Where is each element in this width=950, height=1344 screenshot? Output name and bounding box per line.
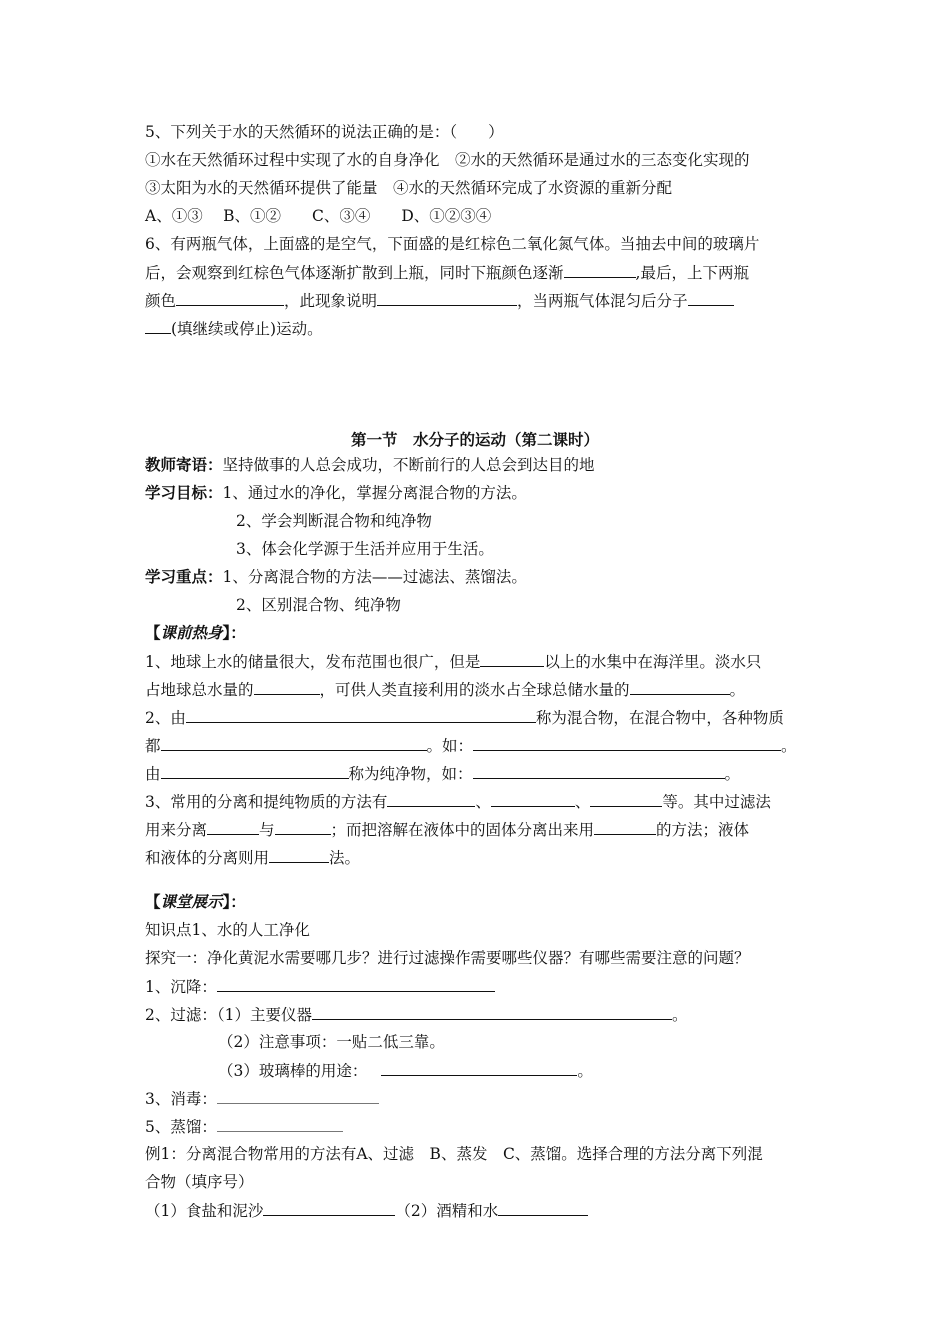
learning-focus-2: 2、区别混合物、纯净物 bbox=[236, 596, 401, 614]
warmup-q2-blank-2[interactable] bbox=[161, 735, 427, 751]
example-1-items: （1）食盐和泥沙 （2）酒精和水 bbox=[145, 1200, 810, 1221]
learning-goal-1: 学习目标：1、通过水的净化，掌握分离混合物的方法。 bbox=[145, 483, 527, 502]
warmup-q2-blank-1[interactable] bbox=[186, 707, 536, 723]
section-title: 第一节 水分子的运动（第二课时） bbox=[350, 430, 599, 449]
q6-line-2: 后，会观察到红棕色气体逐渐扩散到上瓶，同时下瓶颜色逐渐 ,最后，上下两瓶 bbox=[145, 264, 749, 282]
q6-line-4: (填继续或停止)运动。 bbox=[145, 318, 810, 339]
knowledge-point-1: 知识点1、水的人工净化 bbox=[145, 921, 310, 939]
q6-line-1: 6、有两瓶气体，上面盛的是空气，下面盛的是红棕色二氧化氮气体。当抽去中间的玻璃片 bbox=[145, 235, 760, 253]
step-disinfection: 3、消毒： bbox=[145, 1088, 810, 1109]
warmup-q2-blank-4[interactable] bbox=[161, 763, 349, 779]
warmup-q1-blank-2[interactable] bbox=[254, 679, 320, 695]
teacher-motto: 教师寄语：坚持做事的人总会成功，不断前行的人总会到达目的地 bbox=[145, 455, 595, 474]
q6-line-3: 颜色 ，此现象说明 ，当两瓶气体混匀后分子 bbox=[145, 290, 810, 311]
warmup-q1-blank-1[interactable] bbox=[480, 651, 544, 667]
q6-blank-1[interactable] bbox=[564, 262, 636, 278]
warmup-q1-line-1: 1、地球上水的储量很大，发布范围也很广，但是 以上的水集中在海洋里。淡水只 bbox=[145, 653, 762, 671]
warmup-q3-blank-6[interactable] bbox=[594, 819, 656, 835]
example-1-blank-2[interactable] bbox=[498, 1200, 588, 1216]
warmup-q2-blank-3[interactable] bbox=[473, 735, 781, 751]
warmup-q3-blank-3[interactable] bbox=[590, 791, 662, 807]
disinfection-blank[interactable] bbox=[217, 1088, 379, 1104]
warmup-q1-line-2: 占地球总水量的 ，可供人类直接利用的淡水占全球总储水量的 。 bbox=[145, 681, 746, 699]
warmup-q3-line-2: 用来分离 与 ；而把溶解在液体中的固体分离出来用 的方法；液体 bbox=[145, 821, 750, 839]
q6-blank-2[interactable] bbox=[176, 290, 284, 306]
q6-blank-4[interactable] bbox=[688, 290, 734, 306]
sedimentation-blank[interactable] bbox=[217, 976, 495, 992]
inquiry-1: 探究一：净化黄泥水需要哪几步？进行过滤操作需要哪些仪器？有哪些需要注意的问题？ bbox=[145, 949, 750, 967]
learning-goal-2: 2、学会判断混合物和纯净物 bbox=[236, 512, 432, 530]
warmup-q3-line-3: 和液体的分离则用 法。 bbox=[145, 849, 361, 867]
warmup-q3-blank-4[interactable] bbox=[207, 819, 259, 835]
learning-focus-1: 学习重点：1、分离混合物的方法——过滤法、蒸馏法。 bbox=[145, 567, 527, 586]
q5-statement-2: ③太阳为水的天然循环提供了能量 ④水的天然循环完成了水资源的重新分配 bbox=[145, 179, 673, 197]
step-distillation: 5、蒸馏： bbox=[145, 1116, 810, 1137]
glass-rod-use-blank[interactable] bbox=[381, 1060, 577, 1076]
classroom-heading: 【课堂展示】： bbox=[145, 892, 246, 911]
step-sedimentation: 1、沉降： bbox=[145, 976, 810, 997]
warmup-q3-line-1: 3、常用的分离和提纯物质的方法有 、 、 等。其中过滤法 bbox=[145, 793, 771, 811]
warmup-q2-blank-5[interactable] bbox=[473, 763, 725, 779]
filtration-glass-rod: （3）玻璃棒的用途： 。 bbox=[218, 1062, 593, 1080]
learning-goal-3: 3、体会化学源于生活并应用于生活。 bbox=[236, 540, 494, 558]
q6-blank-3[interactable] bbox=[377, 290, 517, 306]
example-1-line-2: 合物（填序号） bbox=[145, 1173, 254, 1191]
example-1-blank-1[interactable] bbox=[263, 1200, 395, 1216]
warmup-q1-blank-3[interactable] bbox=[630, 679, 730, 695]
warmup-q3-blank-2[interactable] bbox=[491, 791, 575, 807]
warmup-q3-blank-1[interactable] bbox=[387, 791, 475, 807]
warmup-q2-line-2: 都 。如： 。 bbox=[145, 737, 797, 755]
step-filtration: 2、过滤：（1）主要仪器 。 bbox=[145, 1006, 688, 1024]
q5-statement-1: ①水在天然循环过程中实现了水的自身净化 ②水的天然循环是通过水的三态变化实现的 bbox=[145, 151, 750, 169]
q5-stem: 5、下列关于水的天然循环的说法正确的是：（ ） bbox=[145, 123, 504, 141]
warmup-q2-line-1: 2、由 称为混合物，在混合物中，各种物质 bbox=[145, 709, 784, 727]
warmup-q3-blank-5[interactable] bbox=[275, 819, 331, 835]
example-1-line-1: 例1：分离混合物常用的方法有A、过滤 B、蒸发 C、蒸馏。选择合理的方法分离下列混 bbox=[145, 1145, 763, 1163]
distillation-blank[interactable] bbox=[217, 1116, 343, 1132]
warmup-q2-line-3: 由 称为纯净物，如： 。 bbox=[145, 765, 741, 783]
filtration-notes: （2）注意事项：一贴二低三靠。 bbox=[218, 1033, 445, 1051]
q6-blank-4-cont[interactable] bbox=[145, 318, 171, 334]
warmup-heading: 【课前热身】： bbox=[145, 623, 246, 642]
filtration-instruments-blank[interactable] bbox=[312, 1004, 672, 1020]
q5-options: A、①③ B、①② C、③④ D、①②③④ bbox=[145, 207, 492, 225]
warmup-q3-blank-7[interactable] bbox=[269, 847, 329, 863]
